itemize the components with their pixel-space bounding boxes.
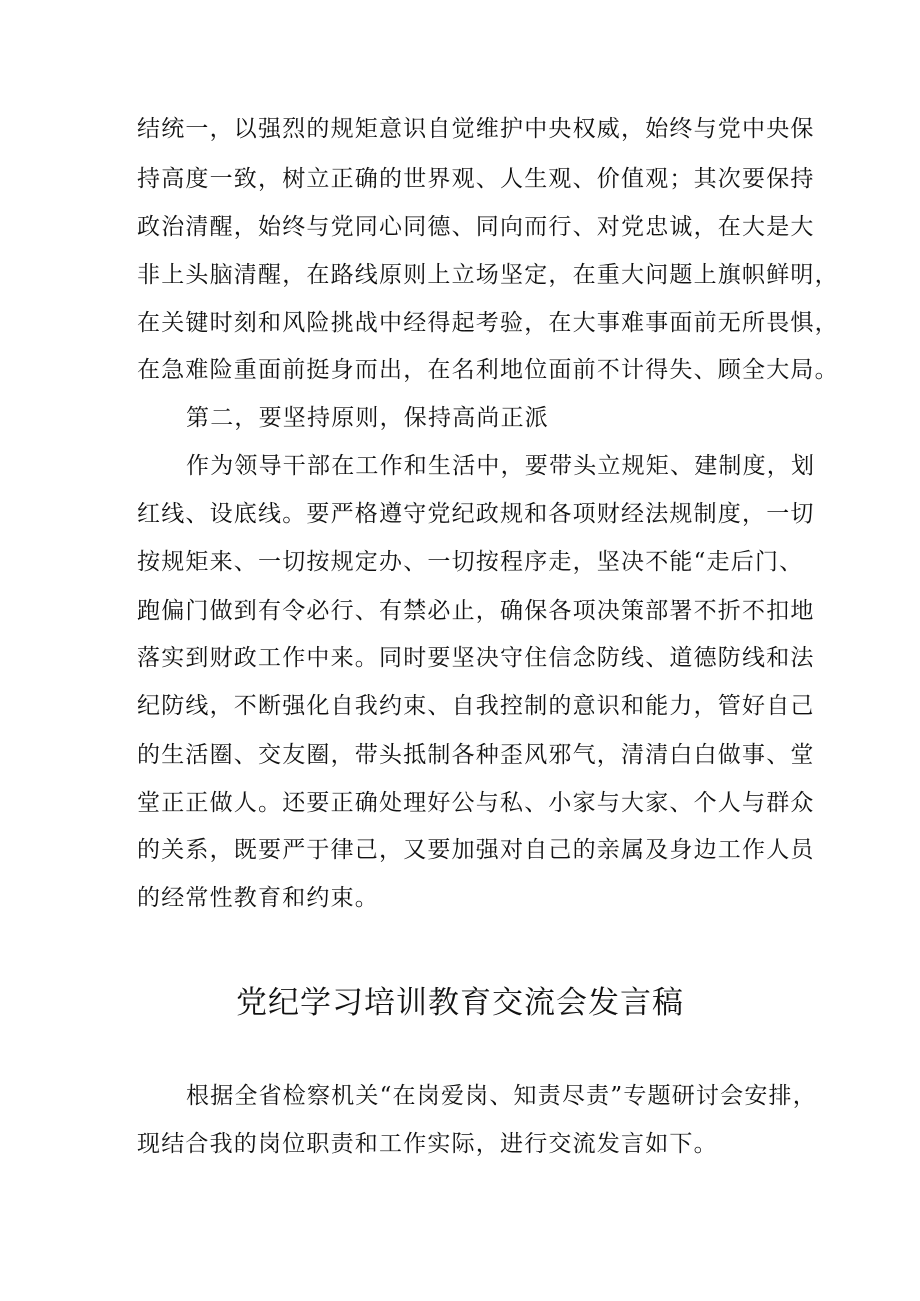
- paragraph-line: 作为领导干部在工作和生活中，要带头立规矩、建制度，划: [186, 453, 816, 479]
- paragraph-line: 落实到财政工作中来。同时要坚决守住信念防线、道德防线和法: [137, 645, 815, 671]
- paragraph-line: 的关系，既要严于律己，又要加强对自己的亲属及身边工作人员: [137, 837, 815, 863]
- paragraph-line: 现结合我的岗位职责和工作实际，进行交流发言如下。: [137, 1131, 718, 1157]
- paragraph-line: 堂正正做人。还要正确处理好公与私、小家与大家、个人与群众: [137, 790, 815, 816]
- paragraph-line: 纪防线，不断强化自我约束、自我控制的意识和能力，管好自己: [137, 693, 815, 719]
- section-heading: 第二，要坚持原则，保持高尚正派: [186, 405, 549, 431]
- paragraph-line: 的经常性教育和约束。: [137, 885, 379, 911]
- document-title: 党纪学习培训教育交流会发言稿: [236, 985, 684, 1021]
- paragraph-line: 政治清醒，始终与党同心同德、同向而行、对党忠诚，在大是大: [137, 214, 815, 240]
- paragraph-line: 的生活圈、交友圈，带头抵制各种歪风邪气，清清白白做事、堂: [137, 742, 815, 768]
- paragraph-line: 根据全省检察机关“在岗爱岗、知责尽责”专题研讨会安排，: [186, 1083, 817, 1109]
- paragraph-line: 结统一，以强烈的规矩意识自觉维护中央权威，始终与党中央保: [137, 116, 815, 142]
- paragraph-line: 按规矩来、一切按规定办、一切按程序走，坚决不能“走后门、: [137, 549, 804, 575]
- paragraph-line: 持高度一致，树立正确的世界观、人生观、价值观；其次要保持: [137, 166, 815, 192]
- paragraph-line: 非上头脑清醒，在路线原则上立场坚定，在重大问题上旗帜鲜明，: [137, 262, 839, 288]
- paragraph-line: 跑偏门做到有令必行、有禁必止，确保各项决策部署不折不扣地: [137, 598, 815, 624]
- paragraph-line: 在急难险重面前挺身而出，在名利地位面前不计得失、顾全大局。: [137, 357, 839, 383]
- paragraph-line: 在关键时刻和风险挑战中经得起考验，在大事难事面前无所畏惧，: [137, 310, 839, 336]
- paragraph-line: 红线、设底线。要严格遵守党纪政规和各项财经法规制度，一切: [137, 501, 815, 527]
